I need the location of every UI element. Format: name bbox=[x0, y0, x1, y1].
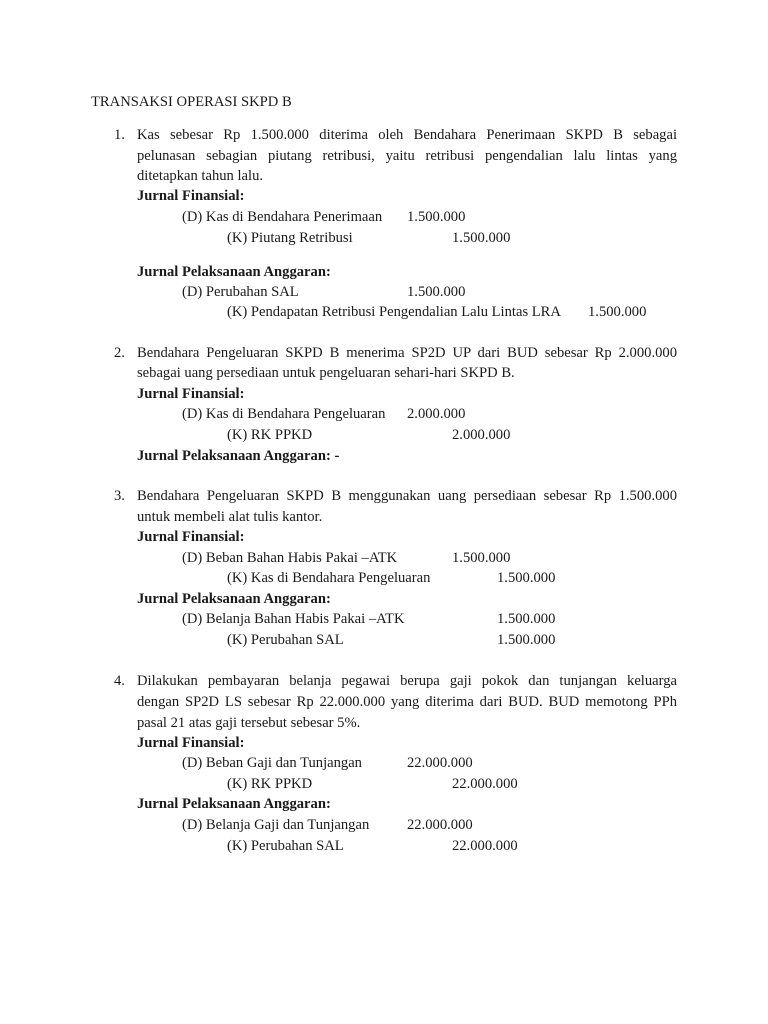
credit-amount: 1.500.000 bbox=[452, 230, 511, 246]
item-description-line: sebagai uang persediaan untuk pengeluaran sehari-hari SKPD B. bbox=[137, 365, 515, 381]
item-description-line: Dilakukan pembayaran belanja pegawai berupa gaji pokok dan tunjangan keluarga bbox=[137, 673, 677, 689]
debit-amount: 1.500.000 bbox=[407, 284, 466, 300]
debit-amount: 1.500.000 bbox=[497, 611, 556, 627]
jurnal-finansial-heading: Jurnal Finansial: bbox=[137, 735, 245, 751]
jurnal-finansial-heading: Jurnal Finansial: bbox=[137, 529, 245, 545]
credit-account: (K) Perubahan SAL bbox=[227, 632, 344, 648]
credit-amount: 1.500.000 bbox=[497, 632, 556, 648]
debit-amount: 22.000.000 bbox=[407, 755, 473, 771]
document-title: TRANSAKSI OPERASI SKPD B bbox=[91, 94, 292, 110]
item-description-line: ditetapkan tahun lalu. bbox=[137, 168, 264, 184]
credit-account: (K) Kas di Bendahara Pengeluaran bbox=[227, 570, 431, 586]
credit-amount: 22.000.000 bbox=[452, 838, 518, 854]
item-description-line: dengan SP2D LS sebesar Rp 22.000.000 yang diterima dari BUD. BUD memotong PPh bbox=[137, 694, 677, 710]
credit-account: (K) Pendapatan Retribusi Pengendalian Lalu Lintas LRA bbox=[227, 304, 561, 320]
item-number: 2. bbox=[114, 345, 125, 361]
debit-account: (D) Beban Bahan Habis Pakai –ATK bbox=[182, 550, 398, 566]
credit-account: (K) RK PPKD bbox=[227, 776, 313, 792]
jurnal-anggaran-heading: Jurnal Pelaksanaan Anggaran: - bbox=[137, 448, 340, 464]
credit-account: (K) Piutang Retribusi bbox=[227, 230, 353, 246]
item-number: 4. bbox=[114, 673, 125, 689]
item-description-line: untuk membeli alat tulis kantor. bbox=[137, 509, 323, 525]
item-description-line: Bendahara Pengeluaran SKPD B menerima SP2D UP dari BUD sebesar Rp 2.000.000 bbox=[137, 345, 677, 361]
credit-account: (K) RK PPKD bbox=[227, 427, 313, 443]
debit-account: (D) Kas di Bendahara Penerimaan bbox=[182, 209, 383, 225]
debit-account: (D) Beban Gaji dan Tunjangan bbox=[182, 755, 362, 771]
debit-amount: 2.000.000 bbox=[407, 406, 466, 422]
debit-account: (D) Belanja Gaji dan Tunjangan bbox=[182, 817, 370, 833]
debit-account: (D) Kas di Bendahara Pengeluaran bbox=[182, 406, 386, 422]
credit-amount: 2.000.000 bbox=[452, 427, 511, 443]
item-description-line: pelunasan sebagian piutang retribusi, yaitu retribusi pengendalian lalu lintas yang bbox=[137, 148, 677, 164]
credit-amount: 1.500.000 bbox=[497, 570, 556, 586]
item-description-line: pasal 21 atas gaji tersebut sebesar 5%. bbox=[137, 715, 361, 731]
jurnal-finansial-heading: Jurnal Finansial: bbox=[137, 188, 245, 204]
jurnal-anggaran-heading: Jurnal Pelaksanaan Anggaran: bbox=[137, 796, 331, 812]
jurnal-anggaran-heading: Jurnal Pelaksanaan Anggaran: bbox=[137, 591, 331, 607]
item-description-line: Bendahara Pengeluaran SKPD B menggunakan uang persediaan sebesar Rp 1.500.000 bbox=[137, 488, 677, 504]
item-number: 1. bbox=[114, 127, 125, 143]
debit-account: (D) Perubahan SAL bbox=[182, 284, 299, 300]
debit-amount: 22.000.000 bbox=[407, 817, 473, 833]
debit-account: (D) Belanja Bahan Habis Pakai –ATK bbox=[182, 611, 405, 627]
credit-amount: 1.500.000 bbox=[588, 304, 647, 320]
item-description-line: Kas sebesar Rp 1.500.000 diterima oleh Bendahara Penerimaan SKPD B sebagai bbox=[137, 127, 677, 143]
debit-amount: 1.500.000 bbox=[452, 550, 511, 566]
debit-amount: 1.500.000 bbox=[407, 209, 466, 225]
credit-account: (K) Perubahan SAL bbox=[227, 838, 344, 854]
credit-amount: 22.000.000 bbox=[452, 776, 518, 792]
jurnal-finansial-heading: Jurnal Finansial: bbox=[137, 386, 245, 402]
item-number: 3. bbox=[114, 488, 125, 504]
jurnal-anggaran-heading: Jurnal Pelaksanaan Anggaran: bbox=[137, 264, 331, 280]
